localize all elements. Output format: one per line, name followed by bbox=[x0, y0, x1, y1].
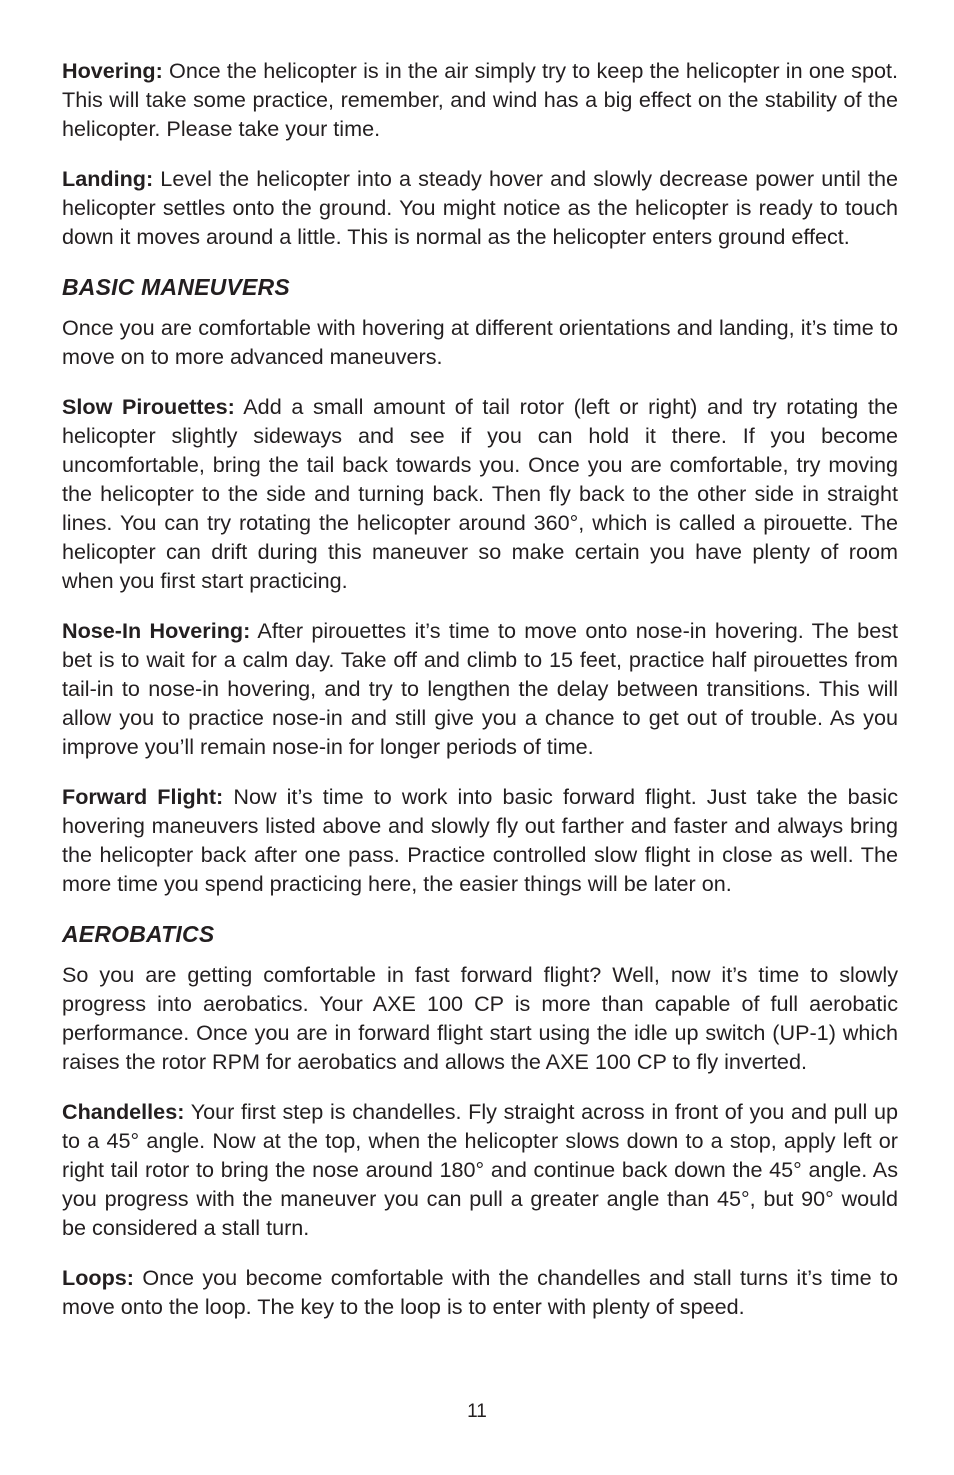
loops-paragraph bbox=[62, 1263, 898, 1321]
nose-in-hovering-term: Nose-In Hovering: bbox=[62, 618, 251, 643]
basic-maneuvers-intro: Once you are comfortable with hovering at different orientations and landing, it’s time to move on to more advanced maneuvers. bbox=[62, 315, 898, 369]
landing-paragraph bbox=[62, 164, 898, 251]
slow-pirouettes-term: Slow Pirouettes: bbox=[62, 394, 235, 419]
forward-flight-paragraph bbox=[62, 782, 898, 898]
aerobatics-heading: AEROBATICS bbox=[62, 921, 215, 947]
slow-pirouettes-paragraph bbox=[62, 392, 898, 595]
chandelles-text: Your first step is chandelles. Fly straight across in front of you and pull up to a 45° angle. Now at the top, when the helicopter slows down to a stop, apply left or right tail rotor to bring the nose around 180° and continue back down the 45° angle. As you progress with the maneuver you can pull a greater angle than 45°, but 90° would be considered a stall turn. bbox=[62, 1099, 898, 1240]
page-content bbox=[62, 56, 898, 1342]
chandelles-paragraph bbox=[62, 1097, 898, 1242]
landing-text: Level the helicopter into a steady hover and slowly decrease power until the helicopter settles onto the ground. You might notice as the helicopter is ready to touch down it moves around a little. This is normal as the helicopter enters ground effect. bbox=[62, 166, 898, 249]
loops-text: Once you become comfortable with the chandelles and stall turns it’s time to move onto the loop. The key to the loop is to enter with plenty of speed. bbox=[62, 1265, 898, 1319]
landing-term: Landing: bbox=[62, 166, 154, 191]
chandelles-term: Chandelles: bbox=[62, 1099, 185, 1124]
nose-in-hovering-text: After pirouettes it’s time to move onto nose-in hovering. The best bet is to wait for a calm day. Take off and climb to 15 feet, practice half pirouettes from tail-in to nose-in hovering, and try to lengthen the delay between transitions. This will allow you to practice nose-in and still give you a chance to get out of trouble. As you improve you’ll remain nose-in for longer periods of time. bbox=[62, 618, 898, 759]
aerobatics-intro: So you are getting comfortable in fast forward flight? Well, now it’s time to slowly progress into aerobatics. Your AXE 100 CP is more than capable of full aerobatic performance. Once you are in forward flight start using the idle up switch (UP-1) which raises the rotor RPM for aerobatics and allows the AXE 100 CP to fly inverted. bbox=[62, 962, 898, 1074]
page-number: 11 bbox=[467, 1401, 487, 1422]
loops-term: Loops: bbox=[62, 1265, 134, 1290]
hovering-term: Hovering: bbox=[62, 58, 163, 83]
hovering-text: Once the helicopter is in the air simply try to keep the helicopter in one spot. This will take some practice, remember, and wind has a big effect on the stability of the helicopter. Please take your time. bbox=[62, 58, 898, 141]
forward-flight-term: Forward Flight: bbox=[62, 784, 224, 809]
slow-pirouettes-text: Add a small amount of tail rotor (left or right) and try rotating the helicopter slightly sideways and see if you can hold it there. If you become uncomfortable, bring the tail back towards you. Once you are comfortable, try moving the helicopter to the side and turning back. Then fly back to the other side in straight lines. You can try rotating the helicopter around 360°, which is called a pirouette. The helicopter can drift during this maneuver so make certain you have plenty of room when you first start practicing. bbox=[62, 394, 898, 593]
nose-in-hovering-paragraph bbox=[62, 616, 898, 761]
forward-flight-text: Now it’s time to work into basic forward flight. Just take the basic hovering maneuvers listed above and slowly fly out farther and faster and always bring the helicopter back after one pass. Practice controlled slow flight in close as well. The more time you spend practicing here, the easier things will be later on. bbox=[62, 784, 898, 896]
basic-maneuvers-heading: BASIC MANEUVERS bbox=[62, 274, 290, 300]
hovering-paragraph bbox=[62, 56, 898, 143]
